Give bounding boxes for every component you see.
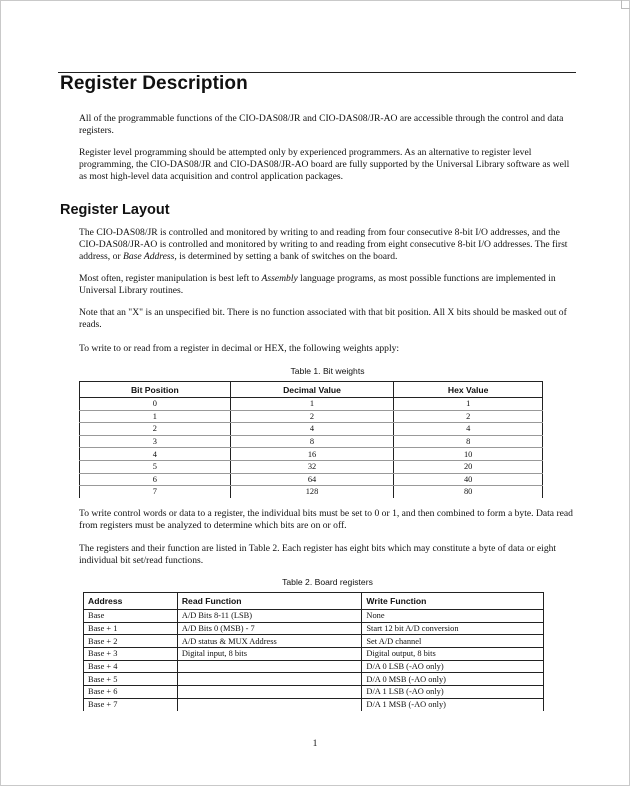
table-header-row: [84, 593, 544, 610]
table-cell: A/D Bits 0 (MSB) - 7: [177, 622, 362, 635]
table-row: [80, 435, 543, 448]
layout-paragraph-1: The CIO-DAS08/JR is controlled and monitored by writing to and reading from four consecutive 8-bit I/O addresses, and the CIO-DAS08/JR-AO is controlled and monitored by writing to and reading from eight consecutive 8-bit I/O addresses. The first address, or Base Address, is determined by setting a bank of switches on the board.: [79, 227, 568, 262]
table-cell: D/A 0 MSB (-AO only): [362, 673, 544, 686]
table-row: [84, 673, 544, 686]
table-row: [84, 610, 544, 623]
table-row: [80, 410, 543, 423]
table-cell: 1: [80, 410, 231, 423]
table1-caption: Table 1. Bit weights: [290, 366, 365, 376]
table-cell: D/A 1 LSB (-AO only): [362, 686, 544, 699]
table-row: [80, 486, 543, 498]
table-cell: Base: [84, 610, 178, 623]
table-cell: 20: [394, 460, 543, 473]
table-row: [80, 423, 543, 436]
table-cell: Base + 3: [84, 648, 178, 661]
table-cell: D/A 1 MSB (-AO only): [362, 698, 544, 710]
table-cell: 1: [394, 398, 543, 411]
column-header: Write Function: [362, 593, 544, 610]
layout-paragraph-2: Most often, register manipulation is best left to Assembly language programs, as most possible functions are implemented in Universal Library routines.: [79, 273, 556, 296]
base-address-term: Base Address: [122, 251, 175, 262]
table-row: [80, 473, 543, 486]
table-cell: Base + 7: [84, 698, 178, 710]
table-cell: 4: [80, 448, 231, 461]
table-cell: 6: [80, 473, 231, 486]
table-cell: 2: [394, 410, 543, 423]
table-cell: 40: [394, 473, 543, 486]
table-row: [84, 648, 544, 661]
column-header: Decimal Value: [230, 382, 394, 398]
intro-paragraph-2: Register level programming should be attempted only by experienced programmers. As an alternative to register level programming, the CIO-DAS08/JR and CIO-DAS08/JR-AO board are fully supported by the Universal Library software as well as most high-level data acquisition and control application packages.: [79, 147, 570, 182]
layout-paragraph-4: To write to or read from a register in decimal or HEX, the following weights apply:: [79, 343, 400, 354]
table-cell: 4: [230, 423, 394, 436]
table-cell: 0: [80, 398, 231, 411]
page-title: Register Description: [60, 73, 248, 94]
column-header: Address: [84, 593, 178, 610]
section-heading-register-layout: Register Layout: [60, 202, 170, 218]
page-corner: [621, 0, 630, 9]
table-row: [84, 635, 544, 648]
table-row: [80, 448, 543, 461]
table-cell: [177, 686, 362, 699]
column-header: Read Function: [177, 593, 362, 610]
page-number: 1: [312, 738, 318, 749]
table-cell: Base + 1: [84, 622, 178, 635]
table-cell: 4: [394, 423, 543, 436]
table-cell: Start 12 bit A/D conversion: [362, 622, 544, 635]
table-cell: Base + 4: [84, 660, 178, 673]
table-cell: Digital input, 8 bits: [177, 648, 362, 661]
layout-paragraph-3: Note that an "X" is an unspecified bit. There is no function associated with that bit position. All X bits should be masked out of reads.: [79, 307, 567, 330]
table-cell: 8: [394, 435, 543, 448]
intro-paragraph-1: All of the programmable functions of the CIO-DAS08/JR and CIO-DAS08/JR-AO are accessible through the control and data registers.: [79, 113, 564, 136]
table1-followup-paragraph-1: To write control words or data to a register, the individual bits must be set to 0 or 1, and then combined to form a byte. Data read from registers must be analyzed to determine which bits are on or off.: [79, 508, 573, 531]
table-cell: 128: [230, 486, 394, 498]
table-cell: 32: [230, 460, 394, 473]
assembly-term: Assembly: [261, 273, 298, 284]
table-row: [84, 660, 544, 673]
table-header-row: [80, 382, 543, 398]
column-header: Hex Value: [394, 382, 543, 398]
table-row: [84, 686, 544, 699]
table-cell: Base + 2: [84, 635, 178, 648]
table-cell: A/D Bits 8-11 (LSB): [177, 610, 362, 623]
table-cell: A/D status & MUX Address: [177, 635, 362, 648]
table-row: [80, 398, 543, 411]
table-cell: 16: [230, 448, 394, 461]
bit-weights-table: [79, 381, 543, 498]
table-cell: 3: [80, 435, 231, 448]
table-cell: 2: [80, 423, 231, 436]
table-cell: 2: [230, 410, 394, 423]
table-cell: Base + 5: [84, 673, 178, 686]
table-cell: [177, 698, 362, 710]
table-cell: 5: [80, 460, 231, 473]
table-row: [80, 460, 543, 473]
table-cell: Digital output, 8 bits: [362, 648, 544, 661]
table-row: [84, 622, 544, 635]
table-cell: D/A 0 LSB (-AO only): [362, 660, 544, 673]
table2-caption: Table 2. Board registers: [282, 577, 373, 587]
table-cell: [177, 673, 362, 686]
table-cell: Set A/D channel: [362, 635, 544, 648]
table-cell: 10: [394, 448, 543, 461]
table-cell: 64: [230, 473, 394, 486]
table-row: [84, 698, 544, 710]
board-registers-table: [83, 592, 544, 711]
table1-followup-paragraph-2: The registers and their function are listed in Table 2. Each register has eight bits which may constitute a byte of data or eight individual bit set/read functions.: [79, 543, 557, 566]
table-cell: Base + 6: [84, 686, 178, 699]
table-cell: 80: [394, 486, 543, 498]
table-cell: 8: [230, 435, 394, 448]
table-cell: None: [362, 610, 544, 623]
table-cell: 1: [230, 398, 394, 411]
column-header: Bit Position: [80, 382, 231, 398]
table-cell: 7: [80, 486, 231, 498]
table-cell: [177, 660, 362, 673]
